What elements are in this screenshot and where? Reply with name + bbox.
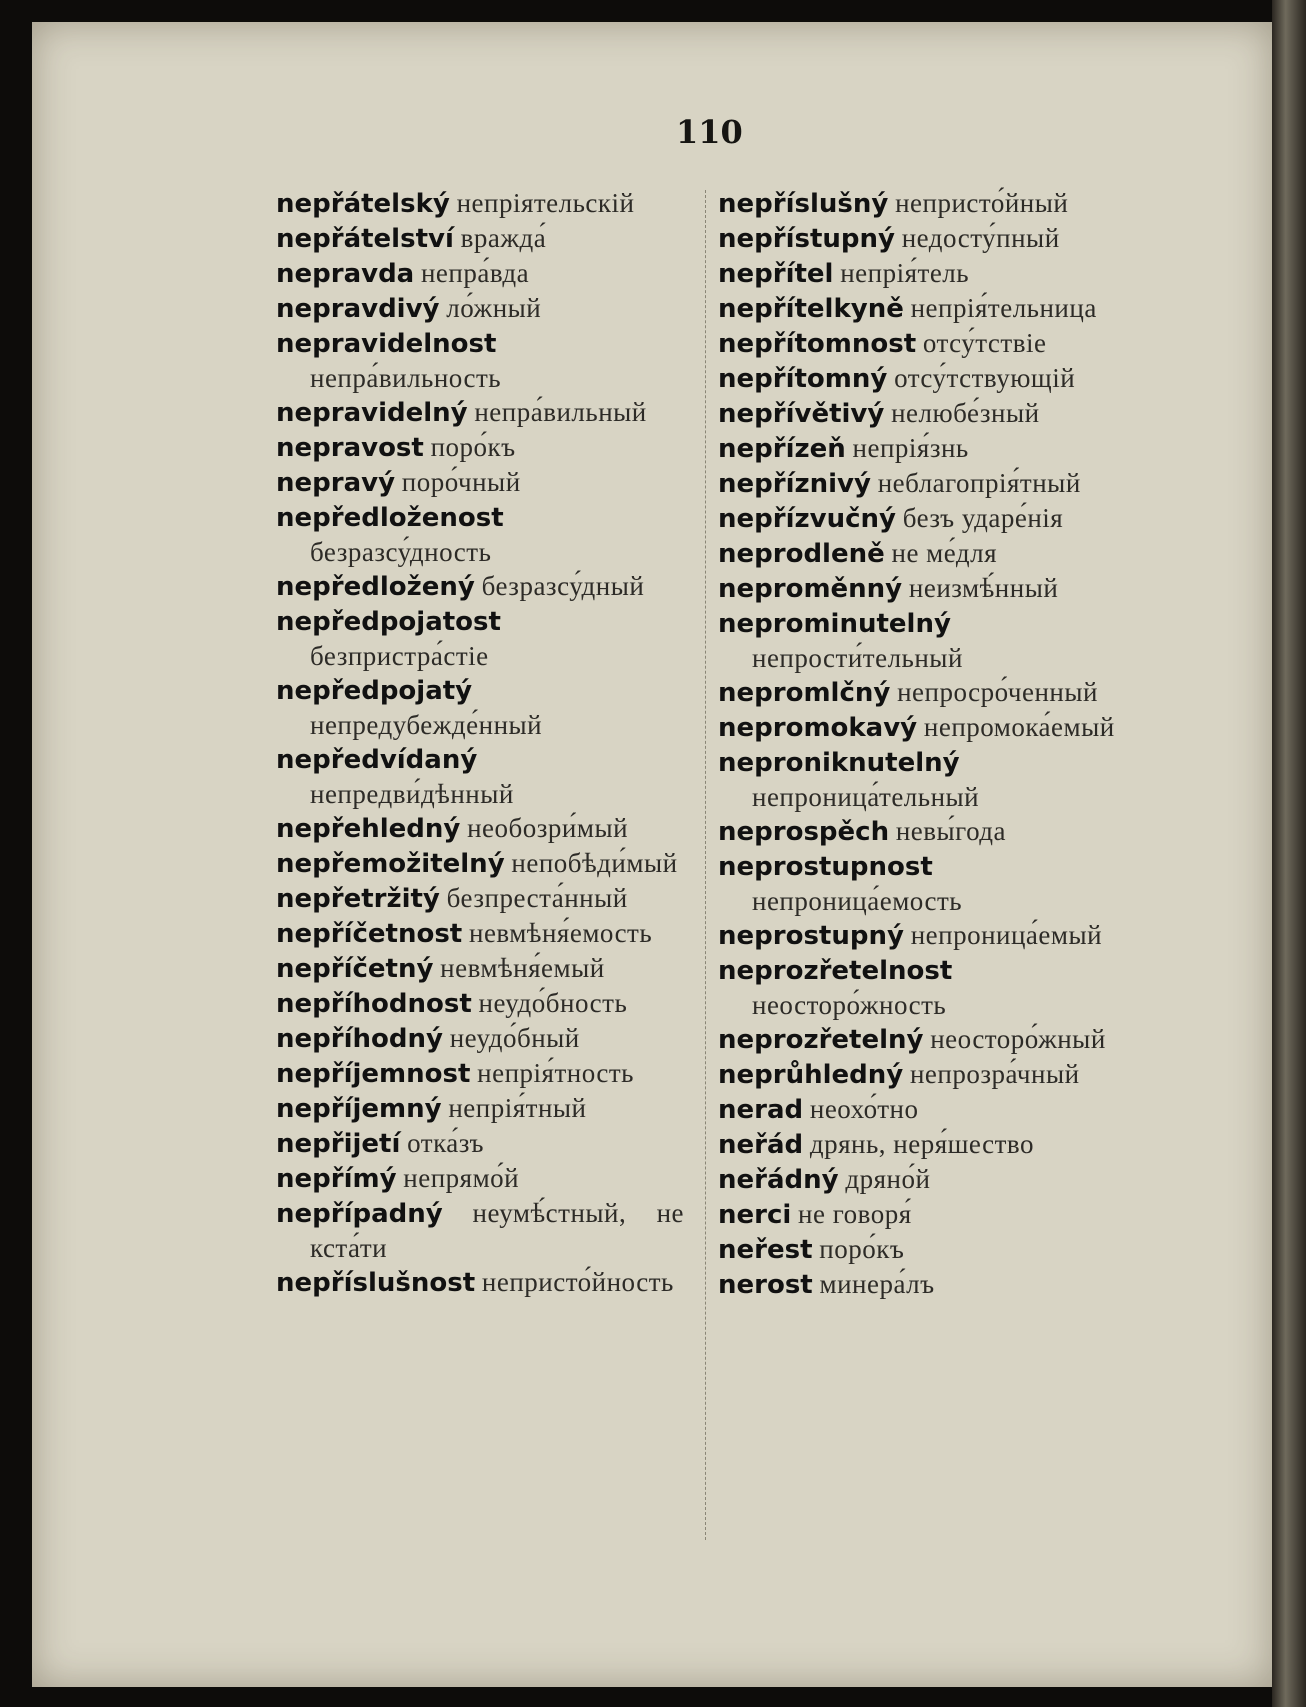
dictionary-entry <box>276 465 684 500</box>
dictionary-entry <box>718 1162 1132 1197</box>
entry-translation: минера́лъ <box>819 1269 935 1299</box>
dictionary-entry <box>718 953 1132 1022</box>
dictionary-entry <box>718 291 1132 326</box>
entry-translation: непрія́знь <box>852 433 969 463</box>
entry-translation: поро́къ <box>819 1234 905 1264</box>
entry-headword: nepřízeň <box>718 434 846 464</box>
entry-translation: непроница́емость <box>752 886 963 916</box>
entry-headword: nepřízvučný <box>718 504 896 534</box>
dictionary-entry <box>718 606 1132 675</box>
entry-headword: neprominutelný <box>718 609 951 639</box>
dictionary-entry <box>718 256 1132 291</box>
entry-headword: nepromokavý <box>718 713 918 743</box>
entry-translation: непредубежде́нный <box>310 710 543 740</box>
dictionary-entry <box>276 569 684 604</box>
entry-headword: nepravidelnost <box>276 329 497 359</box>
dictionary-entry <box>718 466 1132 501</box>
dictionary-entry <box>718 1127 1132 1162</box>
entry-headword: nepřátelský <box>276 189 450 219</box>
entry-headword: nepříjemný <box>276 1094 442 1124</box>
entry-translation: поро́къ <box>430 432 516 462</box>
dictionary-entry <box>276 326 684 395</box>
entry-translation: дрянь, неря́шество <box>809 1129 1034 1159</box>
entry-translation: непристо́йность <box>481 1267 674 1297</box>
entry-headword: nepředloženost <box>276 503 504 533</box>
entry-translation: непроница́емый <box>910 920 1103 950</box>
dictionary-entry <box>276 1196 684 1265</box>
page-number: 110 <box>676 113 743 151</box>
dictionary-entry <box>718 536 1132 571</box>
entry-translation: ло́жный <box>446 293 542 323</box>
dictionary-entry <box>276 1265 684 1300</box>
entry-translation: неблагопрія́тный <box>877 468 1081 498</box>
entry-headword: neprospěch <box>718 817 890 847</box>
entry-translation: непрія́тный <box>448 1093 587 1123</box>
entry-translation: непріятельскій <box>456 188 635 218</box>
entry-headword: nepřímý <box>276 1164 397 1194</box>
entry-translation: вражда́ <box>460 223 547 253</box>
entry-headword: nepředpojatý <box>276 676 473 706</box>
entry-headword: nepříhodný <box>276 1024 443 1054</box>
entry-headword: neprostupnost <box>718 852 933 882</box>
entry-translation: непроница́тельный <box>752 782 980 812</box>
dictionary-entry <box>718 1267 1132 1302</box>
entry-translation: непрія́тель <box>840 258 970 288</box>
dictionary-entry <box>718 571 1132 606</box>
entry-headword: nepříjemnost <box>276 1059 471 1089</box>
entry-headword: neprodleně <box>718 539 885 569</box>
dictionary-entry <box>276 395 684 430</box>
entry-headword: nepřítelkyně <box>718 294 904 324</box>
entry-headword: nepravý <box>276 468 396 498</box>
entry-translation: неудо́бный <box>449 1023 580 1053</box>
binding-edge <box>1272 0 1306 1707</box>
entry-headword: nepřátelství <box>276 224 454 254</box>
entry-translation: неохо́тно <box>809 1094 919 1124</box>
entry-translation: непрія́тельница <box>910 293 1097 323</box>
entry-headword: nepříhodnost <box>276 989 472 1019</box>
entry-headword: neřest <box>718 1235 813 1265</box>
dictionary-entry <box>276 951 684 986</box>
left-column <box>276 186 684 1300</box>
entry-translation: невмѣня́емый <box>440 953 605 983</box>
entry-headword: nepravidelný <box>276 398 468 428</box>
entry-translation: неумѣ́стный, не кста́ти <box>310 1198 684 1263</box>
entry-headword: nepravda <box>276 259 415 289</box>
dictionary-entry <box>718 1197 1132 1232</box>
entry-translation: отка́зъ <box>407 1128 484 1158</box>
dictionary-entry <box>718 1092 1132 1127</box>
entry-headword: nepřehledný <box>276 814 461 844</box>
entry-translation: необозри́мый <box>467 813 629 843</box>
entry-translation: непрости́тельный <box>752 643 963 673</box>
dictionary-entry <box>276 742 684 811</box>
entry-translation: непромока́емый <box>923 712 1115 742</box>
dictionary-entry <box>276 881 684 916</box>
entry-translation: нелюбе́зный <box>891 398 1040 428</box>
entry-headword: neřádný <box>718 1165 839 1195</box>
dictionary-entry <box>718 361 1132 396</box>
dictionary-entry <box>276 673 684 742</box>
entry-translation: безпреста́нный <box>446 883 628 913</box>
entry-headword: nerost <box>718 1270 813 1300</box>
dictionary-entry <box>718 918 1132 953</box>
right-column <box>718 186 1132 1302</box>
dictionary-entry <box>718 396 1132 431</box>
entry-translation: безразсу́дный <box>481 571 645 601</box>
entry-headword: nepředvídaný <box>276 745 478 775</box>
entry-headword: nepředložený <box>276 572 475 602</box>
entry-headword: neproměnný <box>718 574 903 604</box>
dictionary-entry <box>276 221 684 256</box>
dictionary-entry <box>718 501 1132 536</box>
dictionary-entry <box>718 1022 1132 1057</box>
dictionary-entry <box>276 846 684 881</box>
entry-translation: непросро́ченный <box>897 677 1098 707</box>
dictionary-entry <box>718 710 1132 745</box>
dictionary-entry <box>276 916 684 951</box>
dictionary-entry <box>276 811 684 846</box>
entry-headword: neřád <box>718 1130 804 1160</box>
entry-translation: непристо́йный <box>895 188 1069 218</box>
entry-translation: невы́года <box>895 816 1007 846</box>
dictionary-entry <box>276 500 684 569</box>
entry-translation: безразсу́дность <box>310 537 492 567</box>
entry-headword: neprůhledný <box>718 1060 904 1090</box>
dictionary-entry <box>276 986 684 1021</box>
entry-translation: невмѣня́емость <box>469 918 653 948</box>
entry-translation: отсу́тствующій <box>894 363 1076 393</box>
entry-headword: neproniknutelný <box>718 748 960 778</box>
entry-translation: безпристра́стіе <box>310 641 489 671</box>
entry-headword: nepříčetnost <box>276 919 463 949</box>
entry-translation: неосторо́жный <box>930 1024 1106 1054</box>
dictionary-entry <box>718 1057 1132 1092</box>
entry-translation: непрія́тность <box>477 1058 634 1088</box>
entry-translation: непра́вильность <box>310 363 502 393</box>
dictionary-entry <box>718 431 1132 466</box>
entry-translation: безъ ударе́нія <box>902 503 1064 533</box>
entry-headword: nepřítomný <box>718 364 888 394</box>
dictionary-entry <box>276 186 684 221</box>
entry-headword: nepromlčný <box>718 678 891 708</box>
entry-headword: nepřetržitý <box>276 884 440 914</box>
entry-translation: недосту́пный <box>901 223 1060 253</box>
dictionary-entry <box>276 604 684 673</box>
entry-translation: поро́чный <box>401 467 521 497</box>
entry-headword: nepřijetí <box>276 1129 401 1159</box>
entry-headword: nepříslušný <box>718 189 889 219</box>
dictionary-entry <box>276 1056 684 1091</box>
dictionary-entry <box>718 186 1132 221</box>
entry-translation: непредви́дѣнный <box>310 779 514 809</box>
entry-translation: неосторо́жность <box>752 990 947 1020</box>
entry-headword: nepřípadný <box>276 1199 443 1229</box>
entry-headword: neprozřetelnost <box>718 956 953 986</box>
dictionary-entry <box>276 1161 684 1196</box>
entry-headword: nerci <box>718 1200 792 1230</box>
entry-translation: неизмѣ́нный <box>908 573 1059 603</box>
entry-headword: nepříslušnost <box>276 1268 476 1298</box>
entry-headword: nerad <box>718 1095 804 1125</box>
entry-translation: дряно́й <box>845 1164 931 1194</box>
entry-translation: не говоря́ <box>798 1199 912 1229</box>
dictionary-entry <box>718 221 1132 256</box>
entry-headword: nepřívětivý <box>718 399 885 429</box>
entry-translation: непра́вда <box>420 258 530 288</box>
dictionary-entry <box>718 814 1132 849</box>
entry-headword: neprostupný <box>718 921 904 951</box>
dictionary-entry <box>276 1091 684 1126</box>
entry-headword: neprozřetelný <box>718 1025 924 1055</box>
dictionary-entry <box>718 1232 1132 1267</box>
entry-headword: nepříčetný <box>276 954 434 984</box>
entry-translation: непрозра́чный <box>909 1059 1080 1089</box>
entry-headword: nepřítomnost <box>718 329 917 359</box>
dictionary-entry <box>718 326 1132 361</box>
entry-headword: nepřítel <box>718 259 834 289</box>
dictionary-entry <box>276 256 684 291</box>
entry-headword: nepřístupný <box>718 224 895 254</box>
entry-translation: неудо́бность <box>478 988 628 1018</box>
column-divider <box>705 190 706 1540</box>
entry-headword: nepříznivý <box>718 469 871 499</box>
entry-headword: nepravost <box>276 433 424 463</box>
dictionary-entry <box>276 430 684 465</box>
dictionary-entry <box>718 675 1132 710</box>
dictionary-entry <box>276 291 684 326</box>
entry-headword: nepředpojatost <box>276 607 501 637</box>
dictionary-entry <box>718 745 1132 814</box>
entry-translation: отсу́тствіе <box>922 328 1047 358</box>
entry-headword: nepravdivý <box>276 294 440 324</box>
entry-translation: не ме́для <box>891 538 998 568</box>
dictionary-entry <box>276 1021 684 1056</box>
dictionary-entry <box>276 1126 684 1161</box>
entry-translation: непрямо́й <box>403 1163 520 1193</box>
dictionary-entry <box>718 849 1132 918</box>
entry-translation: непобѣди́мый <box>511 848 678 878</box>
entry-translation: непра́вильный <box>474 397 647 427</box>
entry-headword: nepřemožitelný <box>276 849 505 879</box>
